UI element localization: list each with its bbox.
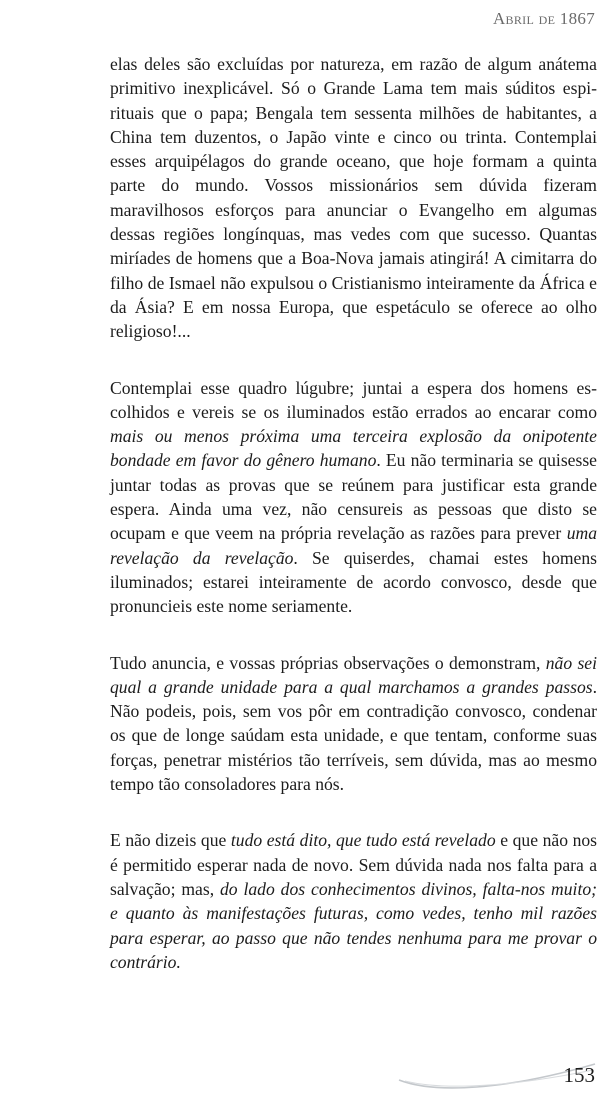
- text-run: Contemplai esse quadro lúgubre; juntai a espera dos homens escolhidos e vereis se os iluminados estão errados ao encarar como: [110, 377, 597, 422]
- body-text: [110, 52, 597, 1006]
- text-run: . Não podeis, pois, sem vos pôr em contradição convosco, condenar os que de longe saúdam esta unidade, e que tentam, conforme suas forças, penetrar mistérios tão terríveis, sem dúvida, mas ao mesmo tempo tão consoladores para nós.: [110, 676, 597, 795]
- paragraph: [110, 651, 597, 797]
- text-run: e que não nos é permitido esperar nada de novo. Sem dúvida nada nos falta para a salvação; mas,: [110, 830, 598, 899]
- text-run: E não dizeis que: [110, 830, 231, 851]
- italic-text-run: não sei qual a grande unidade para a qual marchamos a grandes passos: [110, 652, 597, 697]
- text-run: . Eu não terminaria se quisesse juntar todas as provas que se reúnem para justificar esta grande espera. Ainda uma vez, não censureis as pessoas que disto se ocupam e que veem na própria revelação as razões para prever: [110, 450, 597, 544]
- italic-text-run: mais ou menos próxima uma terceira explosão da onipotente bondade em favor do gênero humano: [110, 426, 597, 471]
- text-run: Tudo anuncia, e vossas próprias observações o demonstram,: [110, 652, 546, 673]
- running-header: Abril de 1867: [492, 9, 595, 28]
- italic-text-run: tudo está dito, que tudo está revelado: [230, 830, 496, 851]
- italic-text-run: do lado dos conhecimentos divinos, falta-nos muito; e quanto às manifestações futuras, como vedes, tenho mil razões para esperar, ao passo que não tendes nenhuma para me provar o contrário.: [110, 878, 597, 972]
- page-number: 153: [563, 1063, 595, 1087]
- italic-text-run: uma revelação da revelação: [110, 523, 597, 568]
- text-run: elas deles são excluídas por natureza, em razão de algum anátema primitivo inexplicável. Só o Grande Lama tem mais súditos espirituais que o papa; Bengala tem sessenta milhões de habitantes, a China tem duzentos, o Japão vinte e cinco ou trinta. Contemplai esses arquipélagos do grande oceano, que hoje formam a quinta parte do mundo. Vossos missionários sem dúvida fizeram maravilhosos esforços para anunciar o Evangelho em algumas dessas regiões longínquas, mas vedes com que sucesso. Quantas miríades de homens que a Boa-Nova jamais atingirá! A cimitarra do filho de Ismael não expulsou o Cristianismo inteiramente da África e da Ásia? E em nossa Europa, que espetáculo se oferece ao olho religioso!...: [110, 54, 597, 342]
- text-run: . Se quiserdes, chamai estes homens iluminados; estarei inteiramente de acordo convosco, desde que pronuncieis este nome seriamente.: [110, 547, 597, 617]
- paragraph: [110, 376, 597, 619]
- paragraph: [110, 52, 597, 344]
- paragraph: [110, 828, 597, 974]
